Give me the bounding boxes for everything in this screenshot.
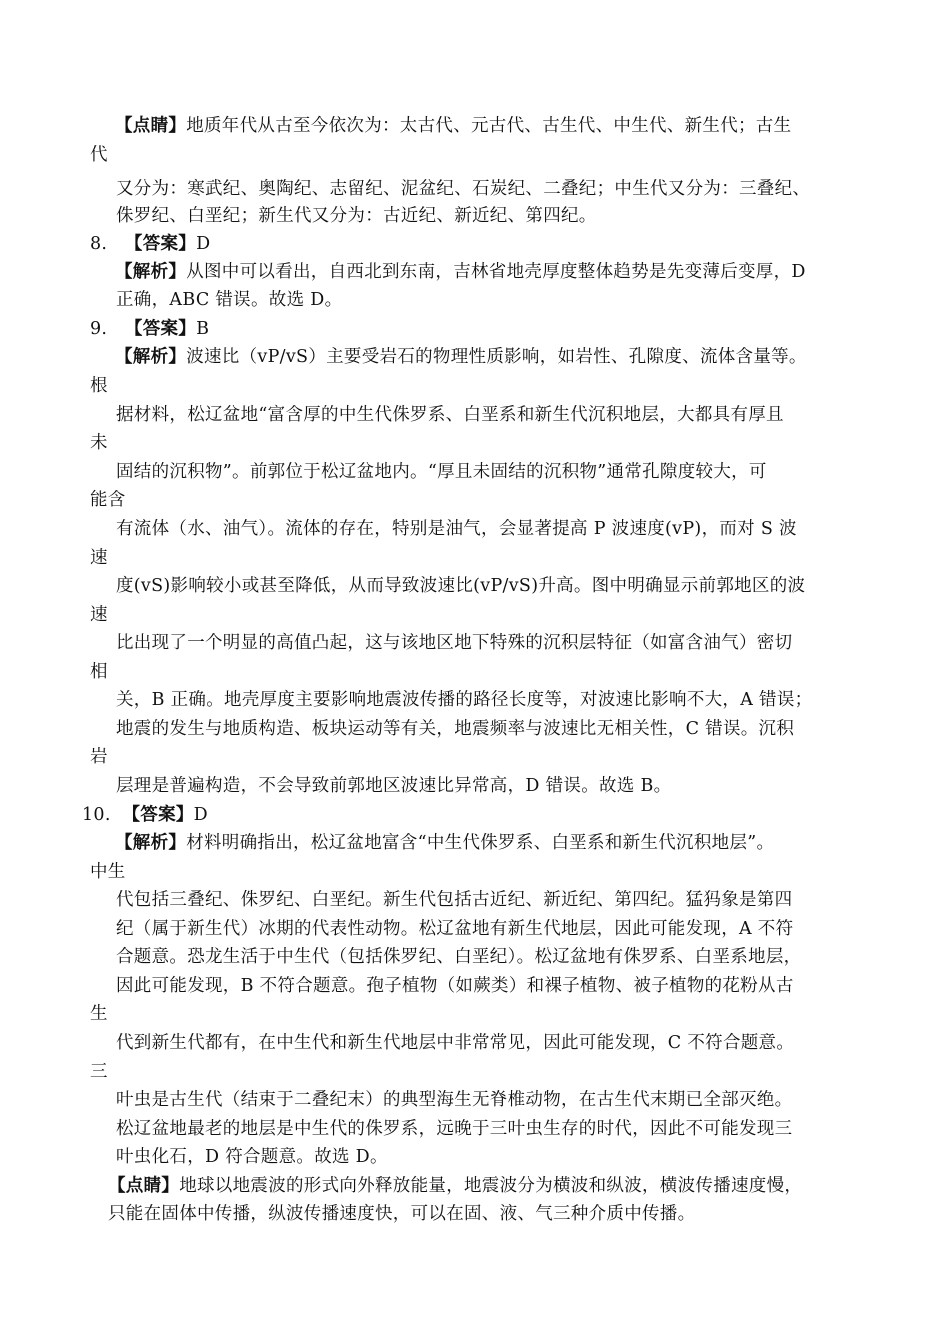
analysis-line: 叶虫化石，D 符合题意。故选 D。	[116, 1147, 388, 1167]
analysis-line: 相	[90, 662, 108, 682]
analysis-line: 叶虫是古生代（结束于二叠纪末）的典型海生无脊椎动物，在古生代末期已全部灭绝。	[116, 1090, 793, 1110]
analysis-line: 三	[90, 1062, 108, 1082]
analysis-line: 速	[90, 548, 108, 568]
analysis-line: 岩	[90, 747, 108, 767]
analysis-line: 根	[90, 376, 108, 396]
analysis-line: 有流体（水、油气）。流体的存在，特别是油气，会显著提高 P 波速度(vP)，而对 S 波	[116, 519, 797, 539]
answer-value: B	[196, 319, 210, 339]
tip-text: 地质年代从古至今依次为：太古代、元古代、古生代、中生代、新生代；古生	[186, 116, 792, 136]
analysis-line: 松辽盆地最老的地层是中生代的侏罗系，远晚于三叶虫生存的时代，因此不可能发现三	[116, 1119, 793, 1139]
analysis-tag: 【解析】	[115, 262, 187, 282]
analysis-line: 正确，ABC 错误。故选 D。	[116, 290, 343, 310]
analysis-tag: 【解析】	[115, 347, 187, 367]
answer-value: D	[193, 805, 209, 825]
tip-text: 地球以地震波的形式向外释放能量，地震波分为横波和纵波，横波传播速度慢，	[179, 1176, 803, 1196]
tip-line: 侏罗纪、白垩纪；新生代又分为：古近纪、新近纪、第四纪。	[116, 206, 597, 226]
analysis-line: 速	[90, 605, 108, 625]
analysis-line: 中生	[90, 862, 126, 882]
analysis-line: 生	[90, 1004, 108, 1024]
answer-line-10	[82, 803, 208, 827]
analysis-line: 地震的发生与地质构造、板块运动等有关，地震频率与波速比无相关性，C 错误。沉积	[116, 719, 795, 739]
analysis-line: 因此可能发现，B 不符合题意。孢子植物（如蕨类）和裸子植物、被子植物的花粉从古	[116, 976, 794, 996]
question-number: 9.	[90, 319, 108, 339]
analysis-line: 【解析】材料明确指出，松辽盆地富含“中生代侏罗系、白垩系和新生代沉积地层”。	[115, 833, 775, 853]
question-number: 8.	[90, 234, 108, 254]
analysis-line: 能含	[90, 490, 126, 510]
analysis-line: 未	[90, 433, 108, 453]
answer-tag: 【答案】	[122, 805, 194, 825]
question-number: 10.	[82, 805, 111, 825]
analysis-line: 据材料，松辽盆地“富含厚的中生代侏罗系、白垩系和新生代沉积地层，大都具有厚且	[116, 405, 784, 425]
tip-tag: 【点睛】	[115, 116, 187, 136]
tip-tag: 【点睛】	[108, 1176, 180, 1196]
analysis-line: 合题意。恐龙生活于中生代（包括侏罗纪、白垩纪）。松辽盆地有侏罗系、白垩系地层，	[116, 947, 802, 967]
analysis-line: 层理是普遍构造，不会导致前郭地区波速比异常高，D 错误。故选 B。	[116, 776, 672, 796]
answer-line-9	[90, 317, 209, 341]
tip-line: 只能在固体中传播，纵波传播速度快，可以在固、液、气三种介质中传播。	[108, 1204, 696, 1224]
analysis-line: 代包括三叠纪、侏罗纪、白垩纪。新生代包括古近纪、新近纪、第四纪。猛犸象是第四	[116, 890, 793, 910]
analysis-line: 【解析】波速比（vP/vS）主要受岩石的物理性质影响，如岩性、孔隙度、流体含量等。	[115, 347, 807, 367]
tip-line: 又分为：寒武纪、奥陶纪、志留纪、泥盆纪、石炭纪、二叠纪；中生代又分为：三叠纪、	[116, 179, 811, 199]
tip-line	[108, 1174, 802, 1198]
answer-tag: 【答案】	[124, 319, 197, 339]
analysis-tag: 【解析】	[115, 833, 187, 853]
answer-tag: 【答案】	[124, 234, 197, 254]
analysis-line: 固结的沉积物”。前郭位于松辽盆地内。“厚且未固结的沉积物”通常孔隙度较大，可	[116, 462, 767, 482]
analysis-line: 代到新生代都有，在中生代和新生代地层中非常常见，因此可能发现，C 不符合题意。	[116, 1033, 795, 1053]
analysis-line: 纪（属于新生代）冰期的代表性动物。松辽盆地有新生代地层，因此可能发现，A 不符	[116, 919, 794, 939]
answer-value: D	[196, 234, 211, 254]
analysis-line: 【解析】从图中可以看出，自西北到东南，吉林省地壳厚度整体趋势是先变薄后变厚，D	[115, 262, 806, 282]
tip-line	[115, 114, 791, 138]
answer-line-8	[90, 232, 210, 256]
analysis-line: 度(vS)影响较小或甚至降低，从而导致波速比(vP/vS)升高。图中明确显示前郭地区的波	[116, 576, 806, 596]
analysis-line: 关，B 正确。地壳厚度主要影响地震波传播的路径长度等，对波速比影响不大，A 错误；	[116, 690, 813, 710]
analysis-line: 比出现了一个明显的高值凸起，这与该地区地下特殊的沉积层特征（如富含油气）密切	[116, 633, 793, 653]
tip-line: 代	[90, 145, 108, 165]
